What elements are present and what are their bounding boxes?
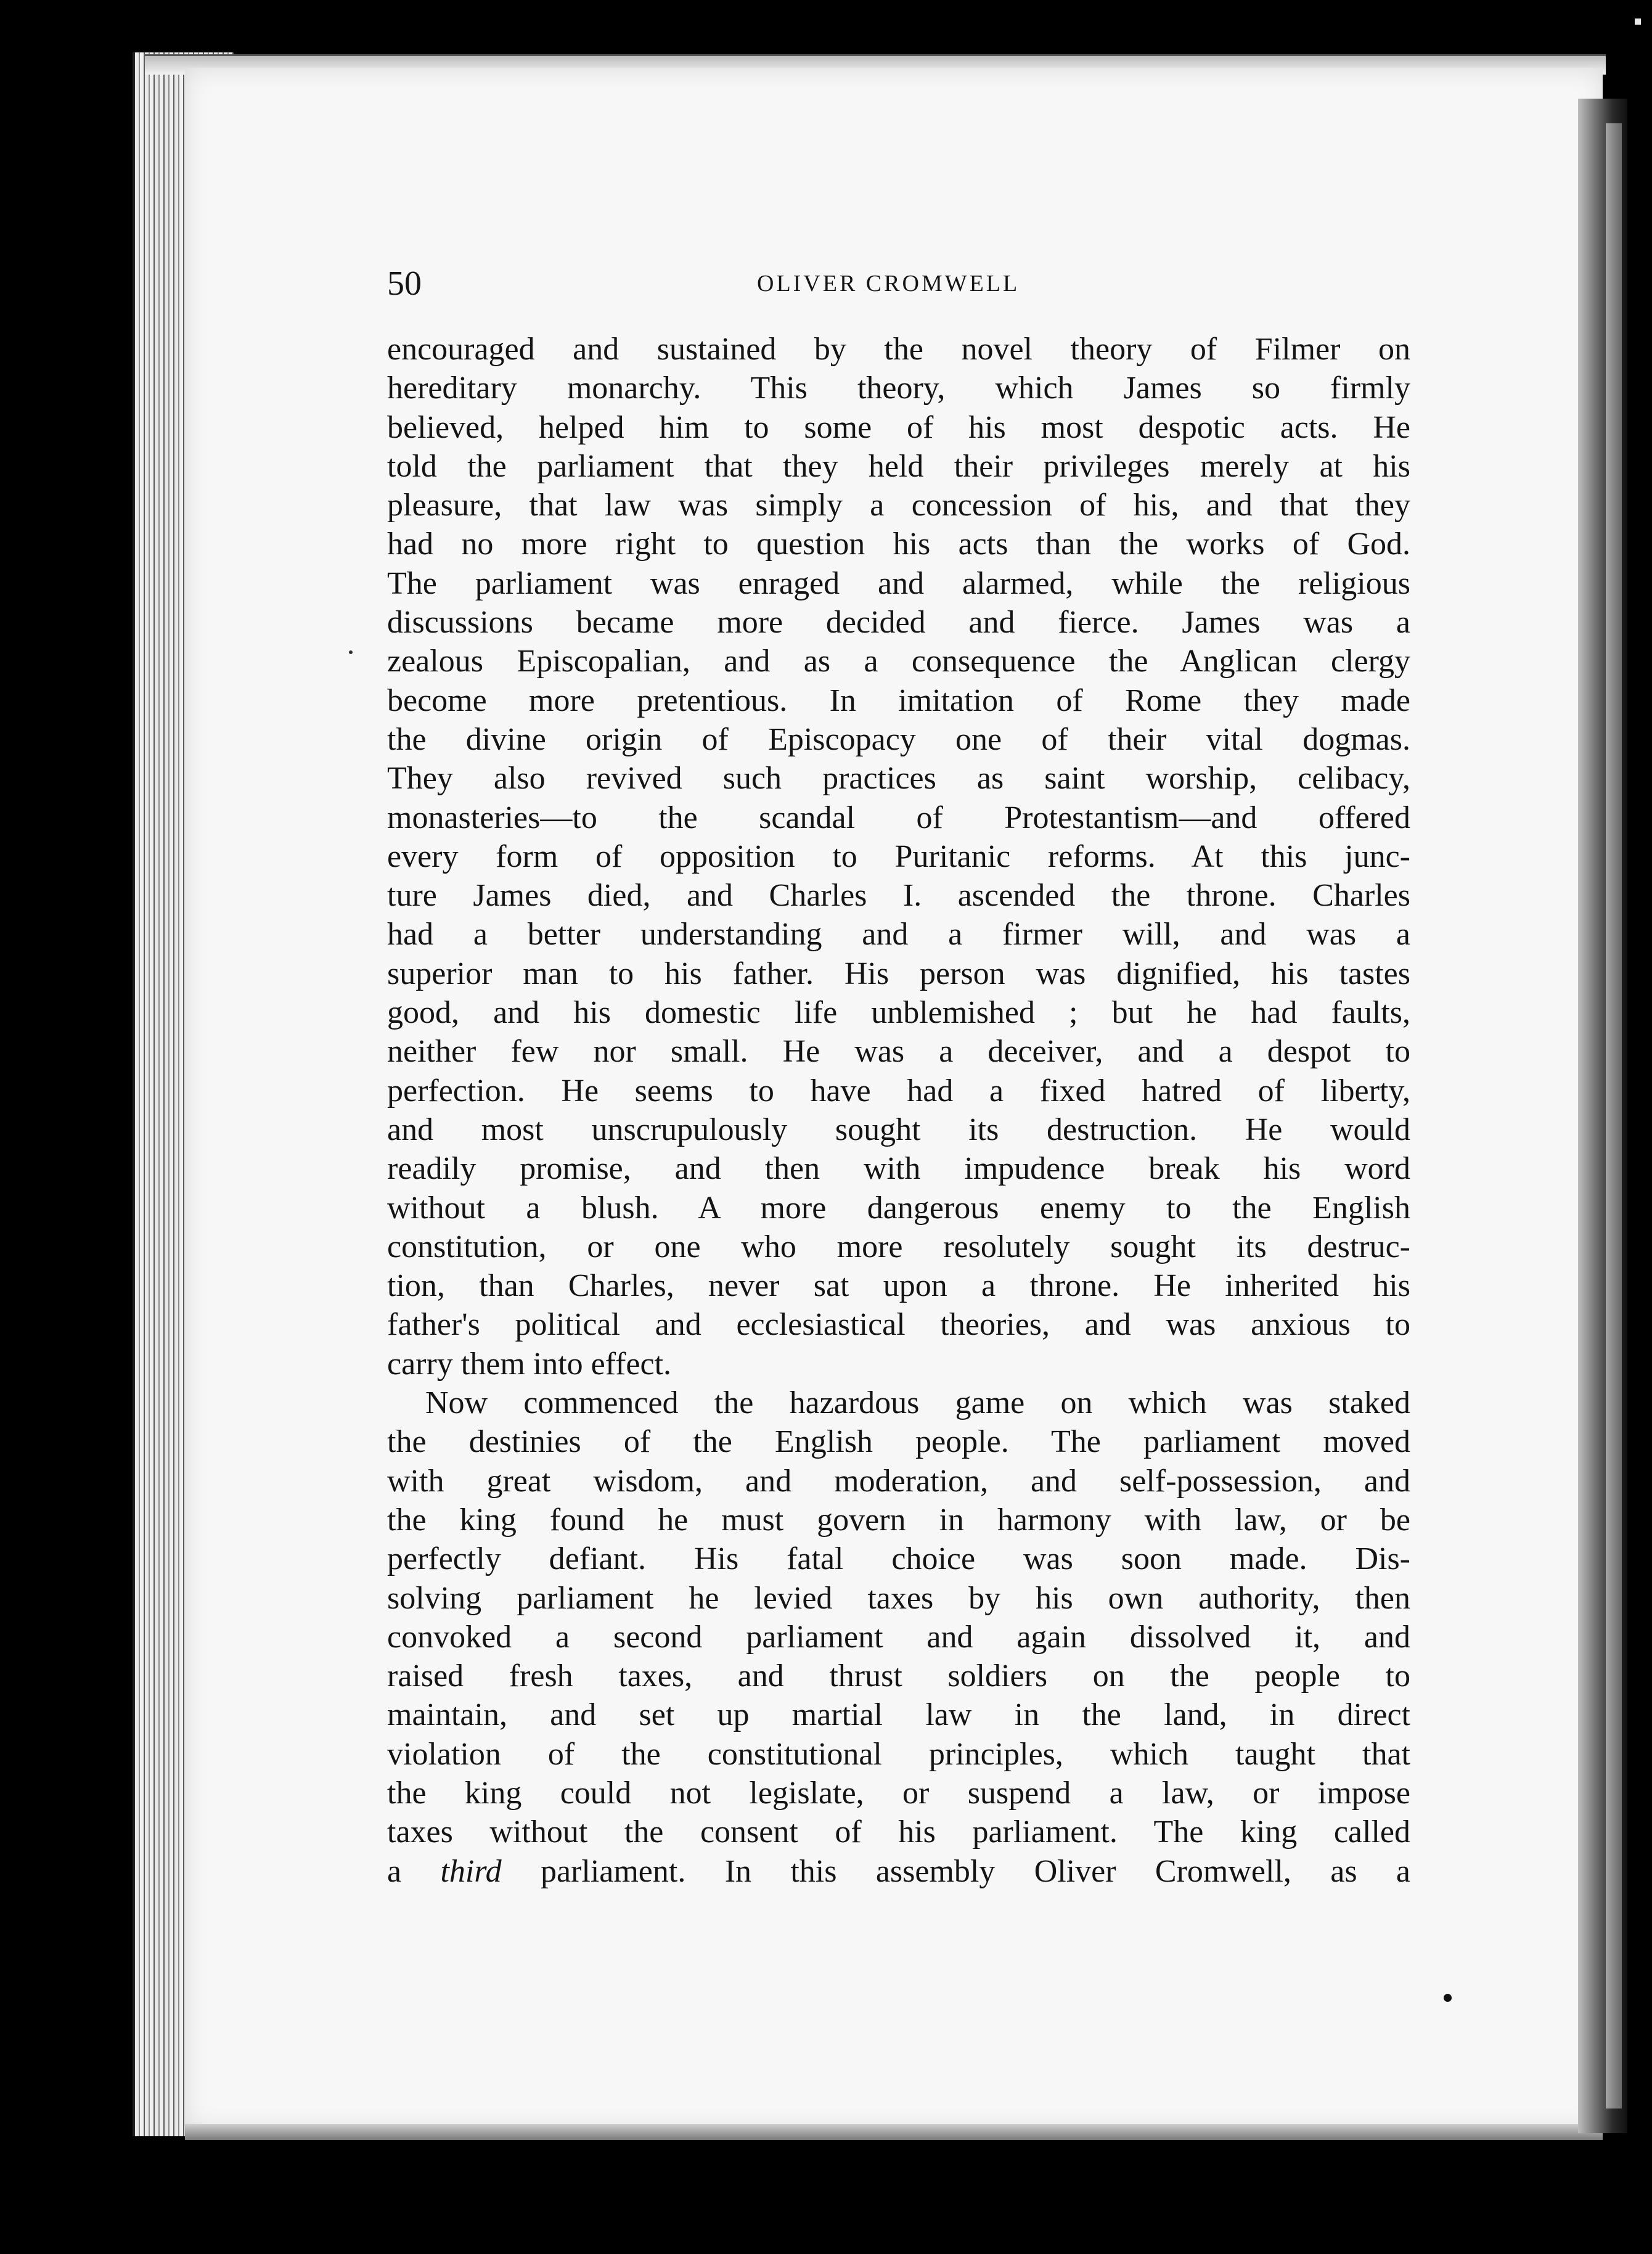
running-title: OLIVER CROMWELL bbox=[757, 271, 1020, 297]
text-line: They also revived such practices as saint worship, celibacy, bbox=[387, 761, 1410, 797]
text-line: good, and his domestic life unblemished ; but he had faults, bbox=[387, 995, 1410, 1031]
page-bottom-edge bbox=[185, 2124, 1603, 2140]
text-line: had a better understanding and a firmer will, and was a bbox=[387, 917, 1410, 953]
text-line: neither few nor small. He was a deceiver, and a despot to bbox=[387, 1034, 1410, 1070]
text-line: the divine origin of Episcopacy one of their vital dogmas. bbox=[387, 721, 1410, 757]
margin-dot bbox=[1444, 1994, 1452, 2002]
text-line: encouraged and sustained by the novel theory of Filmer on bbox=[387, 332, 1410, 367]
paragraph-start-line: Now commenced the hazardous game on which was staked bbox=[425, 1385, 1410, 1421]
text-line: had no more right to question his acts than the works of God. bbox=[387, 527, 1410, 562]
gutter-highlight bbox=[1606, 123, 1622, 2109]
text-line: superior man to his father. His person was dignified, his tastes bbox=[387, 956, 1410, 991]
text-segment: parliament. In this assembly Oliver Cromwell, as a bbox=[501, 1853, 1410, 1889]
text-line: pleasure, that law was simply a concession of his, and that they bbox=[387, 488, 1410, 523]
text-line: discussions became more decided and fierce. James was a bbox=[387, 605, 1410, 641]
text-line: become more pretentious. In imitation of Rome they made bbox=[387, 682, 1410, 718]
text-line: convoked a second parliament and again dissolved it, and bbox=[387, 1619, 1410, 1655]
text-line: monasteries—to the scandal of Protestantism—and offered bbox=[387, 800, 1410, 835]
text-line: taxes without the consent of his parliament. The king called bbox=[387, 1814, 1410, 1850]
text-line: tion, than Charles, never sat upon a throne. He inherited his bbox=[387, 1268, 1410, 1304]
italic-word: third bbox=[440, 1853, 502, 1889]
text-line: The parliament was enraged and alarmed, while the religious bbox=[387, 565, 1410, 601]
text-line: father's political and ecclesiastical theories, and was anxious to bbox=[387, 1307, 1410, 1343]
text-line-with-italic bbox=[387, 1852, 1410, 1891]
running-head bbox=[387, 264, 1410, 307]
text-line: violation of the constitutional principles, which taught that bbox=[387, 1736, 1410, 1772]
margin-speck bbox=[349, 650, 353, 654]
text-line: readily promise, and then with impudence break his word bbox=[387, 1151, 1410, 1187]
text-line: and most unscrupulously sought its destruction. He would bbox=[387, 1112, 1410, 1147]
text-line: perfection. He seems to have had a fixed hatred of liberty, bbox=[387, 1073, 1410, 1109]
text-line: without a blush. A more dangerous enemy to the English bbox=[387, 1190, 1410, 1226]
text-line: zealous Episcopalian, and as a consequence the Anglican clergy bbox=[387, 644, 1410, 679]
text-line: with great wisdom, and moderation, and self-possession, and bbox=[387, 1463, 1410, 1499]
text-line: solving parliament he levied taxes by his own authority, then bbox=[387, 1580, 1410, 1616]
text-line: constitution, or one who more resolutely sought its destruc- bbox=[387, 1229, 1410, 1264]
text-segment: a bbox=[387, 1853, 441, 1889]
text-line: hereditary monarchy. This theory, which James so firmly bbox=[387, 371, 1410, 406]
body-text bbox=[387, 330, 1410, 1891]
text-line: told the parliament that they held their privileges merely at his bbox=[387, 448, 1410, 484]
scan-corner-mark bbox=[1635, 18, 1641, 25]
text-line: every form of opposition to Puritanic reforms. At this junc- bbox=[387, 838, 1410, 874]
page-number: 50 bbox=[387, 264, 422, 303]
text-line: maintain, and set up martial law in the land, in direct bbox=[387, 1697, 1410, 1733]
text-line: the destinies of the English people. The parliament moved bbox=[387, 1424, 1410, 1460]
text-line: the king could not legislate, or suspend a law, or impose bbox=[387, 1775, 1410, 1811]
text-line: the king found he must govern in harmony with law, or be bbox=[387, 1502, 1410, 1538]
text-line: raised fresh taxes, and thrust soldiers on the people to bbox=[387, 1658, 1410, 1694]
text-line: believed, helped him to some of his most despotic acts. He bbox=[387, 409, 1410, 445]
text-line: ture James died, and Charles I. ascended the throne. Charles bbox=[387, 878, 1410, 914]
text-line: perfectly defiant. His fatal choice was soon made. Dis- bbox=[387, 1541, 1410, 1577]
paragraph-end-line: carry them into effect. bbox=[387, 1346, 672, 1382]
